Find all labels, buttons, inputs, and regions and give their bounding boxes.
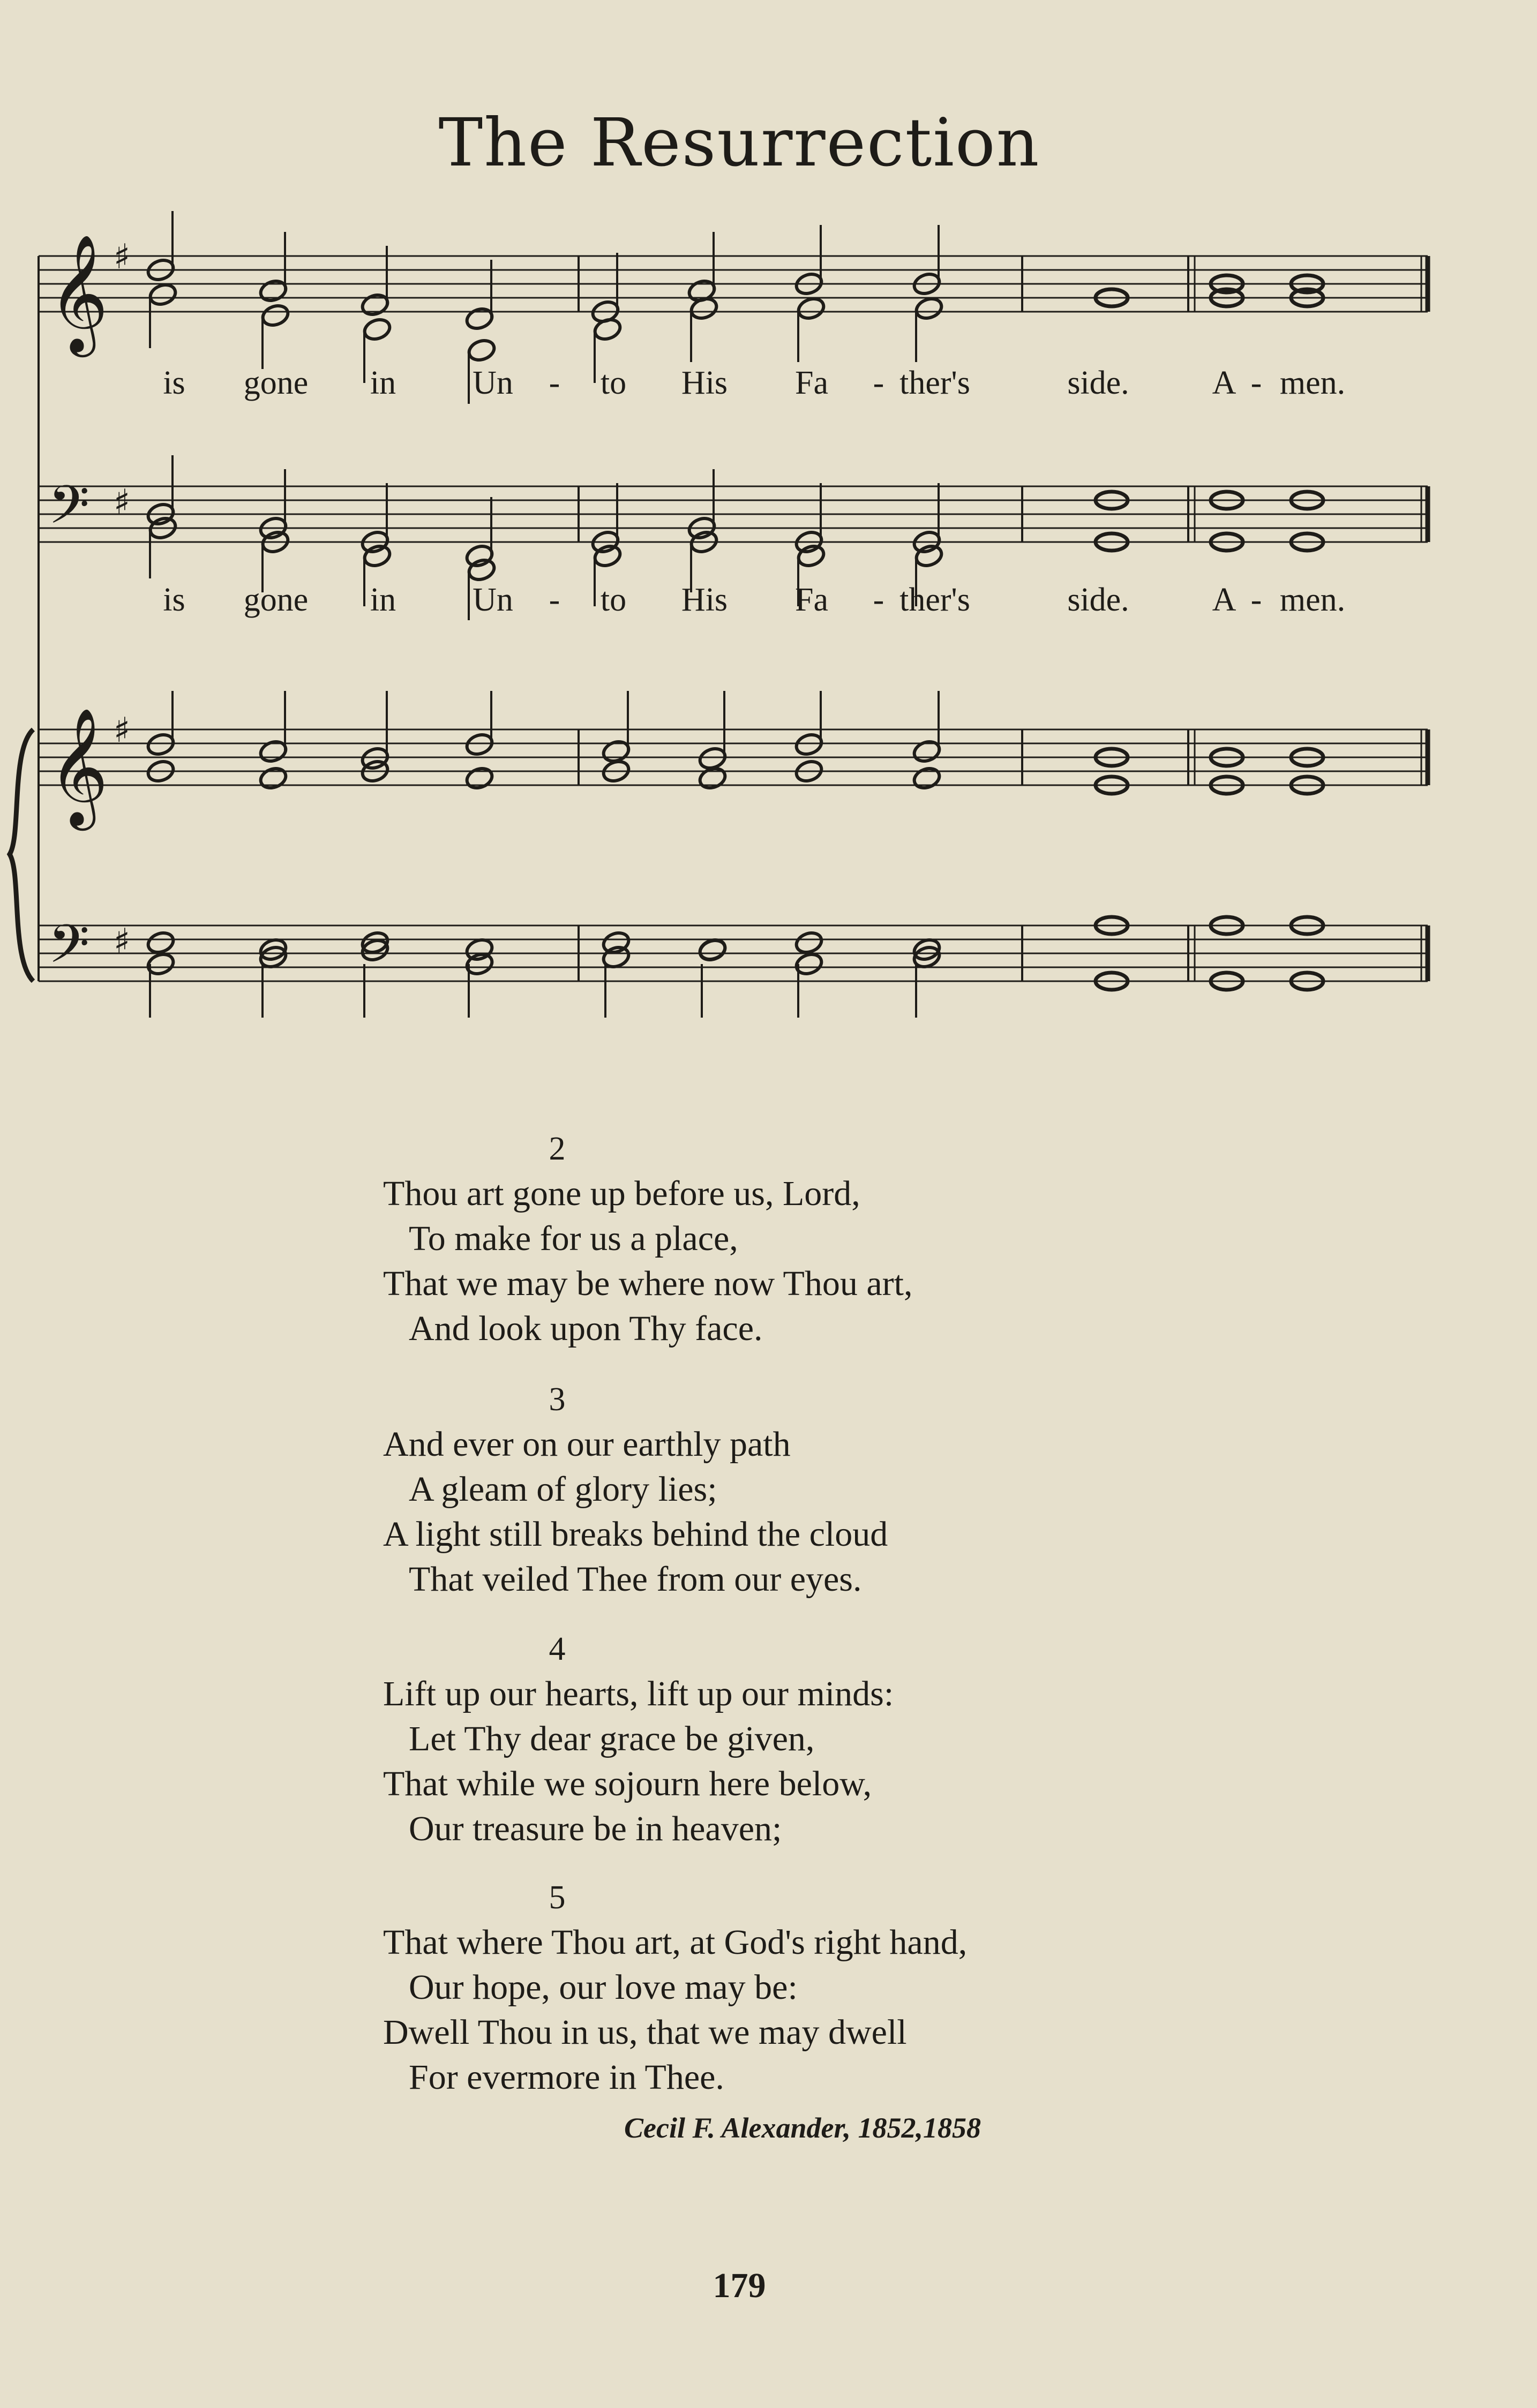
note-head bbox=[362, 543, 393, 569]
stanza-line: That while we sojourn here below, bbox=[383, 1764, 872, 1803]
lyric-syllable: men. bbox=[1279, 582, 1346, 618]
lyric-syllable: His bbox=[681, 365, 728, 401]
stanza-line: That veiled Thee from our eyes. bbox=[409, 1560, 862, 1599]
note-head bbox=[698, 765, 728, 791]
lyric-syllable: Un bbox=[473, 582, 513, 618]
lyric-syllable: side. bbox=[1067, 365, 1129, 401]
note-head bbox=[467, 557, 497, 583]
lyric-syllable: ther's bbox=[899, 582, 970, 618]
lyric-syllable: A bbox=[1212, 582, 1236, 618]
note-head bbox=[360, 292, 391, 318]
lyric-syllable: in bbox=[370, 365, 396, 401]
lyric-syllable: in bbox=[370, 582, 396, 618]
author-credit: Cecil F. Alexander, 1852,1858 bbox=[624, 2112, 981, 2144]
note-head bbox=[464, 306, 495, 332]
note-head bbox=[796, 296, 827, 321]
lyric-syllable: - bbox=[549, 582, 560, 618]
stanza-2 bbox=[383, 1130, 912, 1351]
stanza-line: And look upon Thy face. bbox=[409, 1309, 763, 1348]
note-head bbox=[258, 765, 289, 791]
note-head bbox=[914, 296, 944, 321]
lyric-syllable: - bbox=[549, 365, 560, 401]
stanza-line: That we may be where now Thou art, bbox=[383, 1264, 913, 1303]
stanza-line: Lift up our hearts, lift up our minds: bbox=[383, 1674, 894, 1713]
stanza-line: A gleam of glory lies; bbox=[409, 1470, 717, 1509]
sharp-icon: ♯ bbox=[114, 922, 130, 961]
note-head bbox=[464, 765, 495, 791]
sharp-icon: ♯ bbox=[114, 711, 130, 750]
lyric-syllable: ther's bbox=[899, 365, 970, 401]
bass-clef-icon: 𝄢 bbox=[48, 475, 90, 549]
treble-clef-icon: 𝄞 bbox=[48, 234, 109, 352]
stanza-5 bbox=[383, 1879, 967, 2100]
bass-clef-icon: 𝄢 bbox=[48, 914, 90, 988]
stanza-line: And ever on our earthly path bbox=[383, 1425, 791, 1464]
note-head bbox=[467, 337, 497, 363]
lyric-syllable: men. bbox=[1279, 365, 1346, 401]
stanza-line: Thou art gone up before us, Lord, bbox=[383, 1174, 860, 1213]
stanza-4 bbox=[383, 1630, 894, 1852]
lyric-syllable: to bbox=[600, 582, 627, 618]
lyric-syllable: - bbox=[873, 582, 884, 618]
stanza-line: To make for us a place, bbox=[409, 1219, 738, 1258]
note-head bbox=[914, 543, 944, 569]
lyric-syllable: His bbox=[681, 582, 728, 618]
stanza-number: 2 bbox=[549, 1131, 566, 1167]
stanza-line: That where Thou art, at God's right hand, bbox=[383, 1923, 968, 1962]
stanza-number: 5 bbox=[549, 1879, 566, 1916]
note-head bbox=[796, 543, 827, 569]
sharp-icon: ♯ bbox=[114, 237, 130, 277]
lyric-syllable: A bbox=[1212, 365, 1236, 401]
stanza-number: 3 bbox=[549, 1381, 566, 1418]
stanza-line: A light still breaks behind the cloud bbox=[383, 1515, 888, 1554]
note-head bbox=[794, 732, 824, 757]
stanza-number: 4 bbox=[549, 1631, 566, 1667]
lyric-syllable: side. bbox=[1067, 582, 1129, 618]
lyric-syllable: Fa bbox=[795, 365, 828, 401]
lyric-syllable: gone bbox=[243, 582, 309, 618]
stanza-line: Our hope, our love may be: bbox=[409, 1968, 798, 2007]
stanza-line: Dwell Thou in us, that we may dwell bbox=[383, 2013, 907, 2052]
note-head bbox=[258, 739, 289, 764]
hymn-title: The Resurrection bbox=[438, 104, 1040, 182]
note-head bbox=[260, 303, 291, 328]
note-head bbox=[148, 282, 178, 307]
note-head bbox=[912, 739, 942, 764]
note-head bbox=[362, 317, 393, 342]
lyric-syllable: - bbox=[1250, 365, 1262, 401]
lyric-syllable: - bbox=[873, 365, 884, 401]
lyric-syllable: Fa bbox=[795, 582, 828, 618]
stanza-line: Our treasure be in heaven; bbox=[409, 1809, 782, 1848]
lyric-syllable: to bbox=[600, 365, 627, 401]
sharp-icon: ♯ bbox=[114, 483, 130, 522]
music-score bbox=[0, 0, 1537, 1071]
lyric-syllable: is bbox=[163, 582, 185, 618]
note-head bbox=[912, 765, 942, 791]
brace-icon bbox=[10, 729, 33, 981]
lyric-syllable: Un bbox=[473, 365, 513, 401]
note-head bbox=[794, 930, 824, 955]
stanza-3 bbox=[383, 1381, 888, 1602]
note-head bbox=[464, 732, 495, 757]
treble-clef-icon: 𝄞 bbox=[48, 707, 109, 825]
lyric-syllable: gone bbox=[243, 365, 309, 401]
lyric-syllable: - bbox=[1250, 582, 1262, 618]
stanza-line: For evermore in Thee. bbox=[409, 2058, 724, 2097]
note-head bbox=[258, 278, 289, 304]
stanza-line: Let Thy dear grace be given, bbox=[409, 1719, 815, 1758]
note-head bbox=[146, 930, 176, 955]
note-head bbox=[593, 543, 623, 569]
page-number: 179 bbox=[713, 2266, 766, 2305]
note-head bbox=[146, 732, 176, 757]
lyric-syllable: is bbox=[163, 365, 185, 401]
note-head bbox=[464, 543, 495, 569]
